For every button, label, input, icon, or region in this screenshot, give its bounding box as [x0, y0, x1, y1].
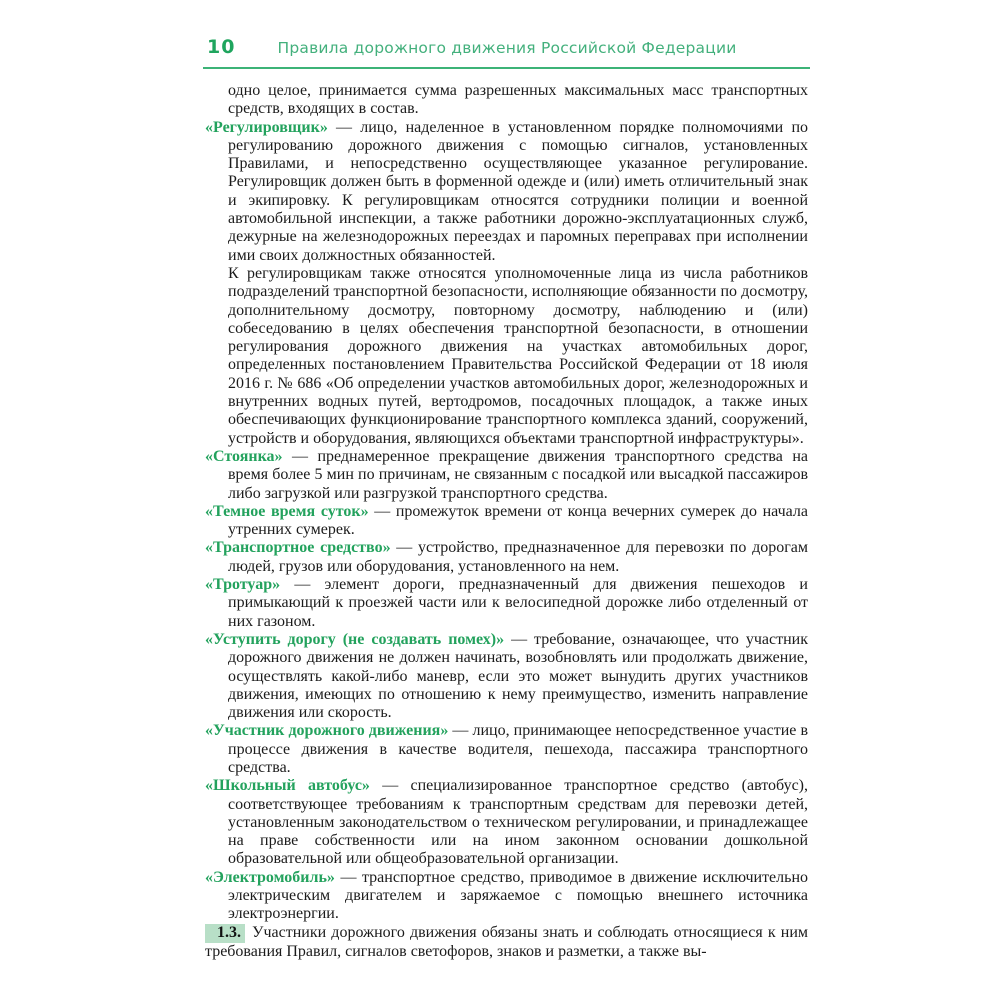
term-label: «Регулировщик» — [205, 118, 328, 136]
definition-paragraph: «Уступить дорогу (не создавать помех)» — требование, означающее, что участник дорожного движения не должен начинать, возобновлять или продолжать движение, осуществлять какой-либо маневр, если это может вынудить других участников движения, имеющих по отношению к нему преимущество, изменить направление движения или скорость. — [205, 630, 808, 722]
section-number-highlight: 1.3. — [205, 924, 245, 943]
header-rule-divider — [203, 67, 810, 69]
definition-paragraph: «Тротуар» — элемент дороги, предназначенный для движения пешеходов и примыкающий к проезжей части или к велосипедной дорожке либо отделенный от них газоном. — [205, 576, 808, 630]
definition-paragraph: «Участник дорожного движения» — лицо, принимающее непосредственное участие в процессе движения в качестве водителя, пешехода, пассажира транспортного средства. — [205, 722, 809, 776]
body-paragraph: К регулировщикам также относятся уполномоченные лица из числа работников подразделений транспортной безопасности, исполняющие обязанности по досмотру, дополнительному досмотру, повторному досмотру, наблюдению и (или) собеседованию в целях обеспечения транспортной безопасности, в отношении регулирования дорожного движения на участках автомобильных дорог, определенных постановлением Правительства Российской Федерации от 18 июля 2016 г. № 686 «Об определении участков автомобильных дорог, железнодорожных и внутренних водных путей, вертодромов, посадочных площадок, а также иных обеспечивающих функционирование транспортного комплекса зданий, сооружений, устройств и оборудования, являющихся объектами транспортной инфраструктуры». — [228, 264, 808, 447]
definition-paragraph: «Школьный автобус» — специализированное транспортное средство (автобус), соответствующее требованиям к транспортным средствам для перевозки детей, установленным законодательством о техническом регулировании, и принадлежащее на праве собственности или на ином законном основании дошкольной образовательной или общеобразовательной организации. — [205, 777, 808, 868]
term-label: «Транспортное средство» — [205, 539, 391, 557]
term-label: «Уступить дорогу (не создавать помех)» — [205, 630, 505, 648]
term-label: «Тротуар» — [205, 576, 281, 594]
definition-paragraph: «Регулировщик» — лицо, наделенное в установленном порядке полномочиями по регулированию дорожного движения с помощью сигналов, установленных Правилами, и непосредственно осуществляющее указанное регулирование. Регулировщик должен быть в форменной одежде и (или) иметь отличительный знак и экипировку. К регулировщикам относятся сотрудники полиции и военной автомобильной инспекции, а также работники дорожно-эксплуатационных служб, дежурные на железнодорожных переездах и паромных переправах при исполнении ими своих должностных обязанностей. — [205, 118, 808, 264]
page-body — [205, 82, 808, 961]
definition-paragraph: «Темное время суток» — промежуток времени от конца вечерних сумерек до начала утренних сумерек. — [205, 502, 808, 539]
running-head — [205, 36, 809, 60]
term-label: «Участник дорожного движения» — [205, 722, 449, 740]
definition-paragraph: «Стоянка» — преднамеренное прекращение движения транспортного средства на время более 5 мин по причинам, не связанным с посадкой или высадкой пассажиров либо загрузкой или разгрузкой транспортного средства. — [205, 447, 808, 502]
term-label: «Школьный автобус» — [205, 777, 370, 795]
body-paragraph: одно целое, принимается сумма разрешенных максимальных масс транспортных средств, входящих в состав. — [228, 82, 808, 118]
term-label: «Стоянка» — [205, 447, 283, 465]
header-title: Правила дорожного движения Российской Федерации — [277, 39, 737, 57]
term-label: «Электромобиль» — [205, 868, 335, 886]
definition-paragraph: «Электромобиль» — транспортное средство, приводимое в движение исключительно электрическим двигателем и заряжаемое с помощью внешнего источника электроэнергии. — [205, 868, 808, 923]
numbered-paragraph: 1.3. Участники дорожного движения обязаны знать и соблюдать относящиеся к ним требования Правил, сигналов светофоров, знаков и разметки, а также вы- — [205, 923, 808, 960]
term-label: «Темное время суток» — [205, 502, 369, 520]
page-number: 10 — [207, 36, 236, 58]
definition-paragraph: «Транспортное средство» — устройство, предназначенное для перевозки по дорогам людей, грузов или оборудования, установленного на нем. — [205, 539, 808, 575]
